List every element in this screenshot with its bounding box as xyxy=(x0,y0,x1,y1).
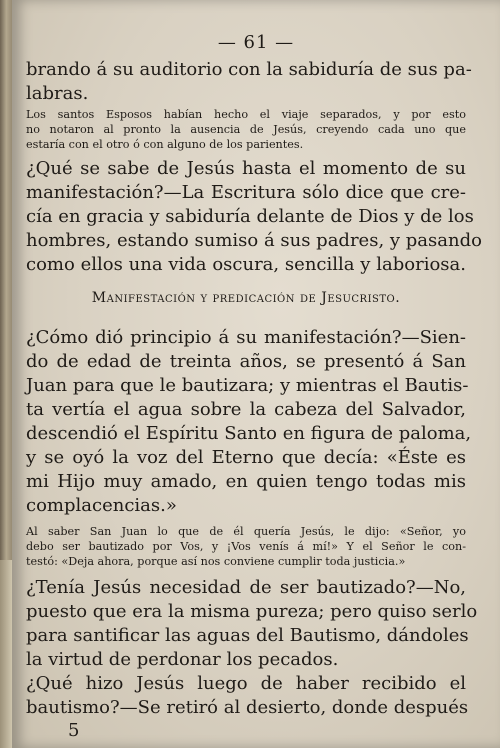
signature-mark: 5 xyxy=(68,720,80,741)
footnote-line: testó: «Deja ahora, porque así nos conviene cumplir toda justicia.» xyxy=(26,555,406,568)
text-line: para santificar las aguas del Bautismo, dándoles xyxy=(26,625,469,646)
text-line: ¿Qué hizo Jesús luego de haber recibido el xyxy=(26,673,466,694)
text-line: hombres, estando sumiso á sus padres, y pasando xyxy=(26,230,482,251)
footnote-line: no notaron al pronto la ausencia de Jesús, creyendo cada uno que xyxy=(26,123,466,136)
text-line: bautismo?—Se retiró al desierto, donde después xyxy=(26,697,469,718)
text-line: la virtud de perdonar los pecados. xyxy=(26,649,339,670)
text-line: descendió el Espíritu Santo en figura de paloma, xyxy=(26,423,472,444)
text-line: ta vertía el agua sobre la cabeza del Salvador, xyxy=(26,399,466,420)
book-page xyxy=(12,0,500,748)
section-heading: Manifestación y predicación de Jesucristo. xyxy=(91,290,401,306)
adjacent-page-edge xyxy=(0,560,12,748)
text-line: brando á su auditorio con la sabiduría de sus pa- xyxy=(26,59,472,80)
text-line: como ellos una vida oscura, sencilla y laboriosa. xyxy=(26,254,466,275)
text-line: labras. xyxy=(26,83,89,104)
footnote-line: debo ser bautizado por Vos, y ¡Vos venís á mí!» Y el Señor le con- xyxy=(26,540,466,553)
text-line: mi Hijo muy amado, en quien tengo todas mis xyxy=(26,471,466,492)
text-line: ¿Tenía Jesús necesidad de ser bautizado?—No, xyxy=(26,577,466,598)
page-number: — 61 — xyxy=(217,32,295,53)
footnote-line: Al saber San Juan lo que de él quería Jesús, le dijo: «Señor, yo xyxy=(26,525,466,538)
text-line: complacencias.» xyxy=(26,495,177,516)
footnote-line: estaría con el otro ó con alguno de los parientes. xyxy=(26,138,304,151)
footnote-line: Los santos Esposos habían hecho el viaje separados, y por esto xyxy=(26,108,466,121)
text-line: manifestación?—La Escritura sólo dice que cre- xyxy=(26,182,466,203)
text-line: cía en gracia y sabiduría delante de Dios y de los xyxy=(26,206,474,227)
text-line: Juan para que le bautizara; y mientras el Bautis- xyxy=(26,375,469,396)
text-line: ¿Cómo dió principio á su manifestación?—Sien- xyxy=(26,327,466,348)
text-line: puesto que era la misma pureza; pero quiso serlo xyxy=(26,601,478,622)
text-line: do de edad de treinta años, se presentó á San xyxy=(26,351,466,372)
text-line: y se oyó la voz del Eterno que decía: «Éste es xyxy=(26,447,466,468)
text-line: ¿Qué se sabe de Jesús hasta el momento de su xyxy=(26,158,466,179)
